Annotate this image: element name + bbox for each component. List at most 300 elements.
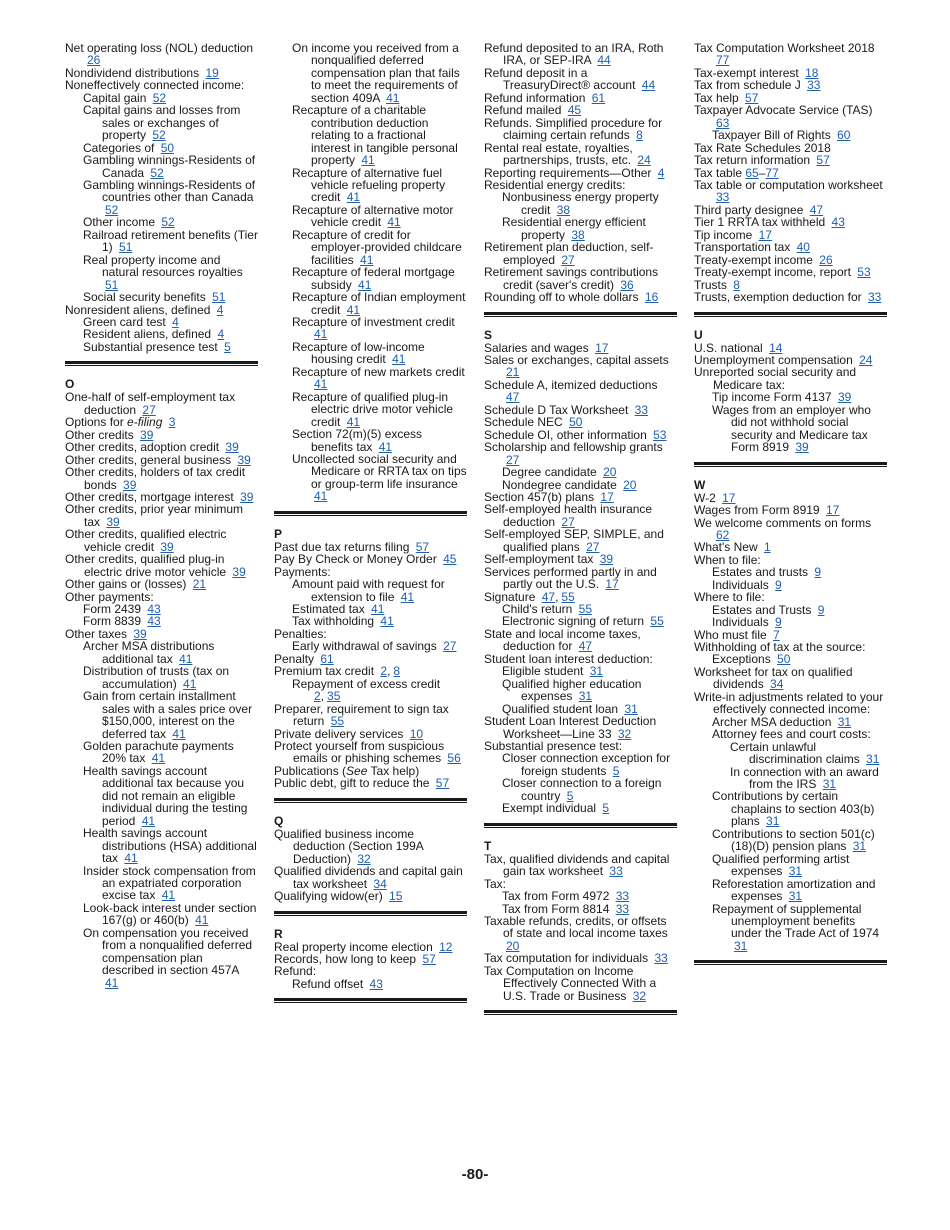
section-letter: O xyxy=(65,377,75,392)
page-link[interactable]: 35 xyxy=(327,689,341,704)
page-link[interactable]: 31 xyxy=(788,889,803,904)
page-link[interactable]: 12 xyxy=(439,939,453,954)
page-link[interactable]: 41 xyxy=(380,614,394,629)
index-entry xyxy=(484,915,677,952)
page-link[interactable]: 52 xyxy=(161,215,175,230)
entry-text: Look-back interest under section 167(g) or 460(b) xyxy=(83,900,257,928)
page-link[interactable]: 20 xyxy=(603,465,617,480)
page-link[interactable]: 9 xyxy=(775,615,782,630)
index-entry xyxy=(65,665,258,690)
page-link[interactable]: 39 xyxy=(133,626,147,641)
page-link[interactable]: 51 xyxy=(119,240,133,255)
page-link[interactable]: 57 xyxy=(435,776,450,791)
page-link[interactable]: 39 xyxy=(237,452,251,467)
index-entry xyxy=(274,42,467,104)
index-entry xyxy=(65,503,258,528)
entry-text: Unemployment compensation xyxy=(694,352,853,367)
page-link[interactable]: 24 xyxy=(859,352,873,367)
page-link[interactable]: 43 xyxy=(147,602,161,617)
entry-text: Capital gain xyxy=(83,90,147,105)
page-link[interactable]: 4 xyxy=(657,165,665,180)
page-link[interactable]: 52 xyxy=(152,128,166,143)
entry-text: Degree candidate xyxy=(502,465,597,480)
section-divider xyxy=(694,312,887,317)
index-entry xyxy=(694,517,887,542)
entry-text: Options for xyxy=(65,415,124,430)
page-link[interactable]: 17 xyxy=(758,227,772,242)
page-link[interactable]: 9 xyxy=(775,577,782,592)
page-link[interactable]: 55 xyxy=(561,589,575,604)
index-entry xyxy=(484,503,677,528)
entry-text: Recapture of investment credit xyxy=(292,314,455,329)
entry-text: Scholarship and fellowship grants xyxy=(484,440,663,455)
entry-text: Refund: xyxy=(274,964,317,979)
entry-text: Tax from schedule J xyxy=(694,78,801,93)
entry-text: Other credits, general business xyxy=(65,452,232,467)
entry-text: Residential energy credits: xyxy=(484,177,626,192)
entry-text: We welcome comments on forms xyxy=(694,515,872,530)
index-entry xyxy=(484,777,677,802)
page-link[interactable]: 31 xyxy=(766,814,780,829)
entry-text: Public debt, gift to reduce the xyxy=(274,776,430,791)
page-link[interactable]: 17 xyxy=(600,489,614,504)
page-link[interactable]: 33 xyxy=(807,78,821,93)
page-link[interactable]: 41 xyxy=(179,651,193,666)
entry-text: Uncollected social security and Medicare or RRTA tax on tips or group-term life insurance xyxy=(292,451,467,491)
page-link[interactable]: 41 xyxy=(314,327,328,342)
entry-text: Archer MSA deduction xyxy=(712,714,832,729)
page-link[interactable]: 52 xyxy=(150,165,164,180)
page-link[interactable]: 31 xyxy=(837,714,852,729)
page-link[interactable]: 41 xyxy=(346,302,361,317)
page-link[interactable]: 39 xyxy=(225,440,239,455)
page-link[interactable]: 57 xyxy=(415,539,430,554)
page-link[interactable]: 31 xyxy=(734,938,748,953)
page-link[interactable]: 5 xyxy=(602,801,610,816)
index-entry xyxy=(274,204,467,229)
entry-text: Taxpayer Bill of Rights xyxy=(712,128,831,143)
index-entry xyxy=(65,104,258,141)
entry-text: Tier 1 RRTA tax withheld xyxy=(694,215,826,230)
page-link[interactable]: 17 xyxy=(595,340,609,355)
page-link[interactable]: 55 xyxy=(650,614,664,629)
page-link[interactable]: 41 xyxy=(151,751,166,766)
entry-text: Schedule OI, other information xyxy=(484,427,647,442)
page-link[interactable]: 27 xyxy=(561,252,575,267)
page-link[interactable]: 39 xyxy=(599,552,614,567)
page-link[interactable]: 33 xyxy=(609,864,623,879)
entry-text: Other gains or (losses) xyxy=(65,577,187,592)
entry-text: Withholding of tax at the source: xyxy=(694,640,866,655)
page-link[interactable]: 51 xyxy=(105,277,119,292)
entry-text: Tax return information xyxy=(694,153,811,168)
index-entry xyxy=(65,690,258,740)
page-link[interactable]: 33 xyxy=(615,901,630,916)
entry-text: Qualified higher education expenses xyxy=(502,676,642,704)
page-link[interactable]: 31 xyxy=(624,701,638,716)
page-link[interactable]: 41 xyxy=(378,439,393,454)
index-entry xyxy=(484,354,677,379)
page-link[interactable]: 45 xyxy=(567,103,582,118)
page-link[interactable]: 62 xyxy=(716,527,730,542)
page-link[interactable]: 4 xyxy=(172,314,179,329)
index-entry xyxy=(65,865,258,902)
page-link[interactable]: 39 xyxy=(140,427,154,442)
page-link[interactable]: 38 xyxy=(571,227,585,242)
section-divider xyxy=(65,361,258,366)
page-link[interactable]: 52 xyxy=(105,202,119,217)
entry-text: Premium tax credit xyxy=(274,664,375,679)
page-link[interactable]: 60 xyxy=(837,128,851,143)
page-link[interactable]: 8 xyxy=(733,277,740,292)
entry-text: Categories of xyxy=(83,140,155,155)
page-link[interactable]: 41 xyxy=(392,352,406,367)
page-link[interactable]: 39 xyxy=(123,477,137,492)
page-link[interactable]: 19 xyxy=(205,65,219,80)
page-link[interactable]: 31 xyxy=(822,777,837,792)
page-link[interactable]: 41 xyxy=(314,489,328,504)
page-link[interactable]: 45 xyxy=(443,552,457,567)
page-link[interactable]: 50 xyxy=(160,140,175,155)
index-entry xyxy=(65,391,258,416)
page-link[interactable]: 9 xyxy=(814,565,822,580)
page-link[interactable]: 41 xyxy=(361,153,375,168)
entry-text: Private delivery services xyxy=(274,726,404,741)
page-link[interactable]: 34 xyxy=(770,677,784,692)
index-entry xyxy=(274,428,467,453)
entry-text: Exempt individual xyxy=(502,801,597,816)
index-entry xyxy=(484,528,677,553)
entry-text: Distribution of trusts (tax on accumulation) xyxy=(83,664,230,691)
entry-text: Tax Rate Schedules 2018 xyxy=(694,140,831,155)
page-link[interactable]: 41 xyxy=(124,851,138,866)
page-link[interactable]: 31 xyxy=(578,689,593,704)
page-link[interactable]: 24 xyxy=(637,153,651,168)
page-link[interactable]: 31 xyxy=(866,752,880,767)
page-link[interactable]: 41 xyxy=(360,252,374,267)
entry-text: Taxpayer Advocate Service (TAS) xyxy=(694,103,873,118)
page-link[interactable]: 4 xyxy=(217,327,225,342)
page-link[interactable]: 32 xyxy=(632,988,647,1003)
page-link[interactable]: 26 xyxy=(87,53,101,68)
index-entry xyxy=(694,741,887,766)
page-link[interactable]: 65 xyxy=(745,165,759,180)
entry-text: Tax: xyxy=(484,876,507,891)
page-link[interactable]: 20 xyxy=(623,477,637,492)
entry-text: Green card test xyxy=(83,314,166,329)
entry-text: Schedule D Tax Worksheet xyxy=(484,402,629,417)
page-link[interactable]: 26 xyxy=(819,252,833,267)
page-link[interactable]: 27 xyxy=(142,402,156,417)
entry-text: Treaty-exempt income xyxy=(694,252,813,267)
page-link[interactable]: 8 xyxy=(636,128,643,143)
page-link[interactable]: 21 xyxy=(192,577,207,592)
entry-text: Recapture of low-income housing credit xyxy=(292,339,425,367)
page-link[interactable]: 41 xyxy=(314,377,328,392)
entry-text: Other credits, adoption credit xyxy=(65,440,220,455)
page-link[interactable]: 31 xyxy=(589,664,604,679)
page-link[interactable]: 17 xyxy=(825,503,840,518)
entry-text: Gambling winnings-Residents of countries other than Canada xyxy=(83,177,256,205)
section-divider xyxy=(484,1010,677,1015)
section-letter: U xyxy=(694,327,703,342)
page-link[interactable]: 39 xyxy=(837,390,852,405)
page-link[interactable]: 33 xyxy=(615,889,630,904)
index-entry xyxy=(274,777,467,789)
index-entry xyxy=(694,104,887,129)
index-entry xyxy=(65,640,258,665)
page-link[interactable]: 31 xyxy=(852,839,867,854)
page-link[interactable]: 33 xyxy=(867,290,882,305)
page-link[interactable]: 20 xyxy=(506,938,520,953)
page-link[interactable]: 57 xyxy=(422,952,436,966)
page-link[interactable]: 10 xyxy=(409,726,424,741)
index-entry xyxy=(65,765,258,827)
entry-text: Self-employed health insurance deduction xyxy=(484,502,653,529)
index-entry xyxy=(694,878,887,903)
page-link[interactable]: 41 xyxy=(387,215,401,230)
entry-text: Recapture of alternative fuel vehicle refueling property credit xyxy=(292,165,446,205)
entry-text: Recapture of alternative motor vehicle credit xyxy=(292,202,454,230)
page-link[interactable]: 27 xyxy=(443,639,457,654)
page-link[interactable]: 50 xyxy=(777,652,791,667)
page-link[interactable]: 34 xyxy=(373,876,387,891)
page-link[interactable]: 53 xyxy=(857,265,871,280)
page-link[interactable]: 77 xyxy=(716,53,730,68)
page-link[interactable]: 41 xyxy=(161,888,176,903)
entry-text: Other payments: xyxy=(65,589,154,604)
index-entry xyxy=(274,865,467,890)
entry-text: Tax table xyxy=(694,165,743,180)
entry-text: Signature xyxy=(484,589,536,604)
page-link[interactable]: 5 xyxy=(224,339,231,354)
entry-text: Self-employment tax xyxy=(484,552,594,567)
entry-text: Gain from certain installment sales with a sales price over $150,000, interest on the deferred tax xyxy=(83,689,253,741)
entry-text: Other taxes xyxy=(65,626,128,641)
entry-text: Individuals xyxy=(712,577,769,592)
entry-text: Refund information xyxy=(484,90,586,105)
index-column-2 xyxy=(274,42,467,1015)
entry-text: Contributions by certain chaplains to section 403(b) plans xyxy=(712,789,875,829)
page-link[interactable]: 36 xyxy=(620,277,634,292)
entry-text: Closer connection exception for foreign students xyxy=(502,751,671,778)
entry-text: Tip income xyxy=(694,227,753,242)
page-link[interactable]: 7 xyxy=(773,627,780,642)
page-link[interactable]: 57 xyxy=(745,90,759,105)
entry-text: Tax table or computation worksheet xyxy=(694,177,883,192)
entry-text: Nondividend distributions xyxy=(65,65,200,80)
page-link[interactable]: 9 xyxy=(817,602,825,617)
page-link[interactable]: 15 xyxy=(389,889,403,904)
page-link[interactable]: 31 xyxy=(788,864,803,879)
page-link[interactable]: 17 xyxy=(722,490,736,505)
page-link[interactable]: 41 xyxy=(183,676,197,691)
entry-text: Self-employed SEP, SIMPLE, and qualified plans xyxy=(484,527,664,554)
entry-text: Gambling winnings-Residents of Canada xyxy=(83,153,256,180)
page-link[interactable]: 43 xyxy=(369,976,383,991)
page-link[interactable]: 41 xyxy=(172,726,186,741)
entry-text: Records, how long to keep xyxy=(274,952,417,966)
page-link[interactable]: 2 xyxy=(314,689,321,704)
page-link[interactable]: 47 xyxy=(578,639,593,654)
index-entry xyxy=(274,678,467,703)
page-link[interactable]: 47 xyxy=(541,589,556,604)
entry-text: Eligible student xyxy=(502,664,584,679)
page-link[interactable]: 55 xyxy=(578,602,593,617)
page-link[interactable]: 1 xyxy=(763,540,771,555)
page-link[interactable]: 38 xyxy=(556,202,571,217)
entry-text: Rounding off to whole dollars xyxy=(484,290,639,305)
page-link[interactable]: 51 xyxy=(212,290,226,305)
entry-text: Certain unlawful discrimination claims xyxy=(730,739,860,767)
index-entry xyxy=(65,254,258,291)
entry-text: Rental real estate, royalties, partnerships, trusts, etc. xyxy=(484,140,633,168)
page-link[interactable]: 44 xyxy=(641,78,656,93)
entry-text: Refund deposited to an IRA, Roth IRA, or SEP-IRA xyxy=(484,41,664,68)
entry-text: Tax withholding xyxy=(292,614,375,629)
page-link[interactable]: 2 xyxy=(380,664,388,679)
page-link[interactable]: 33 xyxy=(716,190,730,205)
page-link[interactable]: 39 xyxy=(240,489,254,504)
page-link[interactable]: 41 xyxy=(105,975,119,990)
section-letter: R xyxy=(274,926,283,941)
page-link[interactable]: 41 xyxy=(358,277,372,292)
index-entry xyxy=(694,691,887,716)
entry-text: Treaty-exempt income, report xyxy=(694,265,851,280)
page-link[interactable]: 61 xyxy=(591,90,606,105)
page-link[interactable]: 41 xyxy=(386,90,400,105)
entry-text: Tax Computation on Income Effectively Connected With a U.S. Trade or Business xyxy=(484,963,657,1003)
entry-text: Write-in adjustments related to your effectively connected income: xyxy=(694,689,884,717)
entry-text: Sales or exchanges, capital assets xyxy=(484,352,669,367)
page-link[interactable]: 17 xyxy=(605,577,619,592)
page-link[interactable]: 44 xyxy=(597,53,611,68)
index-entry xyxy=(484,715,677,740)
page-link[interactable]: 33 xyxy=(634,402,649,417)
index-entry xyxy=(694,666,887,691)
entry-text: Resident aliens, defined xyxy=(83,327,212,342)
entry-text: Protect yourself from suspicious emails or phishing schemes xyxy=(274,739,445,766)
page-link[interactable]: 47 xyxy=(809,202,824,217)
page-number: -80- xyxy=(461,1166,489,1183)
entry-text: Taxable refunds, credits, or offsets of state and local income taxes xyxy=(484,914,668,941)
entry-text: Past due tax returns filing xyxy=(274,539,410,554)
index-entry xyxy=(484,441,677,466)
page-link[interactable]: 41 xyxy=(141,813,156,828)
page-link[interactable]: 56 xyxy=(447,751,461,766)
index-entry xyxy=(65,740,258,765)
entry-italic: See xyxy=(346,763,368,778)
entry-text: U.S. national xyxy=(694,340,763,355)
index-entry xyxy=(274,229,467,266)
entry-text: Wages from an employer who did not withhold social security and Medicare tax Form 8919 xyxy=(712,402,871,455)
index-entry xyxy=(65,42,258,67)
entry-text: Payments: xyxy=(274,564,331,579)
entry-text: Qualified performing artist expenses xyxy=(712,851,850,879)
index-entry xyxy=(65,229,258,254)
entry-text: Reforestation amortization and expenses xyxy=(712,876,876,904)
page-link[interactable]: 41 xyxy=(195,913,209,928)
entry-text: Pay By Check or Money Order xyxy=(274,552,437,567)
page-link[interactable]: 33 xyxy=(654,951,668,966)
page-link[interactable]: 53 xyxy=(653,427,667,442)
entry-text: Railroad retirement benefits (Tier 1) xyxy=(83,227,258,255)
index-entry xyxy=(694,366,887,391)
entry-text: Student loan interest deduction: xyxy=(484,651,653,666)
page-link[interactable]: 8 xyxy=(393,664,401,679)
entry-tail: Tax help) xyxy=(367,763,420,778)
entry-text: Other credits, qualified electric vehicle credit xyxy=(65,527,227,554)
index-entry xyxy=(694,903,887,953)
page-link[interactable]: 61 xyxy=(320,651,334,666)
page-link[interactable]: 41 xyxy=(346,414,361,429)
entry-text: Substantial presence test: xyxy=(484,739,623,754)
index-entry xyxy=(484,142,677,167)
entry-text: Recapture of credit for employer-provided childcare facilities xyxy=(292,227,462,267)
page-link[interactable]: 43 xyxy=(831,215,845,230)
page-link[interactable]: 27 xyxy=(506,452,520,467)
page-link[interactable]: 39 xyxy=(232,564,246,579)
page-link[interactable]: 39 xyxy=(795,440,809,455)
page-link[interactable]: 5 xyxy=(566,788,574,803)
entry-text: Student Loan Interest Deduction Worksheet—Line 33 xyxy=(484,714,657,741)
page-link[interactable]: 3 xyxy=(168,415,176,430)
index-entry xyxy=(65,827,258,864)
entry-text: Form 8839 xyxy=(83,614,142,629)
page-link[interactable]: 27 xyxy=(561,514,575,529)
page-link[interactable]: 43 xyxy=(147,614,161,629)
page-link[interactable]: 63 xyxy=(716,115,730,130)
page-link[interactable]: 5 xyxy=(612,763,620,778)
entry-text: Early withdrawal of savings xyxy=(292,639,437,654)
page-link[interactable]: 27 xyxy=(586,539,600,554)
entry-text: Repayment of excess credit xyxy=(292,676,441,691)
page-link[interactable]: 21 xyxy=(506,365,520,380)
entry-text: Amount paid with request for extension to file xyxy=(292,577,445,604)
page-link[interactable]: 32 xyxy=(617,726,632,741)
index-entry xyxy=(694,42,887,67)
page-link[interactable]: 41 xyxy=(371,602,385,617)
page-link[interactable]: 52 xyxy=(152,90,167,105)
page-link[interactable]: 50 xyxy=(569,415,583,430)
page-link[interactable]: 14 xyxy=(769,340,783,355)
page-link[interactable]: 39 xyxy=(106,514,120,529)
page-link[interactable]: 18 xyxy=(805,65,819,80)
entry-text: Other credits xyxy=(65,427,134,442)
page-link[interactable]: 41 xyxy=(400,589,415,604)
entry-text: Tax from Form 4972 xyxy=(502,889,610,904)
section-divider xyxy=(484,312,677,317)
entry-text: Trusts xyxy=(694,277,727,292)
page-link[interactable]: 16 xyxy=(644,290,659,305)
page-link[interactable]: 41 xyxy=(346,190,361,205)
section-letter: T xyxy=(484,838,492,853)
page-link[interactable]: 77 xyxy=(765,165,779,180)
entry-text: Third party designee xyxy=(694,202,804,217)
page-link[interactable]: 4 xyxy=(216,302,224,317)
entry-text: Reporting requirements—Other xyxy=(484,165,652,180)
entry-text: Tip income Form 4137 xyxy=(712,390,832,405)
index-entry xyxy=(274,890,467,902)
page-link[interactable]: 57 xyxy=(816,153,830,168)
page-link[interactable]: 32 xyxy=(357,851,371,866)
entry-text: Qualified dividends and capital gain tax worksheet xyxy=(274,864,463,891)
page-link[interactable]: 40 xyxy=(796,240,810,255)
page-link[interactable]: 47 xyxy=(506,390,520,405)
page-link[interactable]: 55 xyxy=(330,714,345,729)
page-link[interactable]: 39 xyxy=(160,539,174,554)
index-entry xyxy=(484,191,677,216)
